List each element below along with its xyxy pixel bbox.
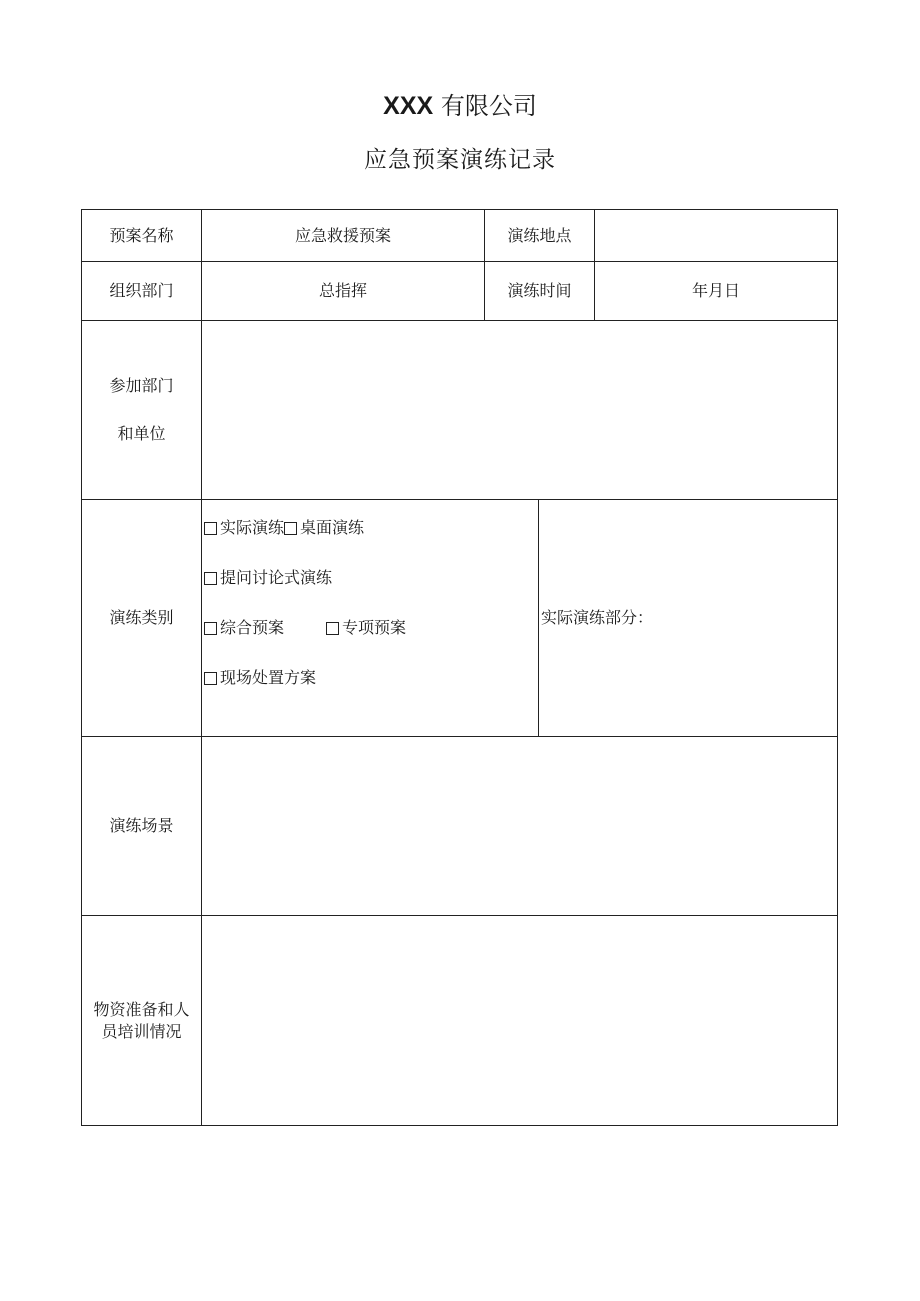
time-field[interactable]: 年月日 [594, 261, 838, 321]
actual-part-field[interactable] [538, 499, 838, 737]
org-dept-label: 组织部门 [81, 261, 202, 321]
time-label: 演练时间 [484, 261, 595, 321]
option-onsite-plan[interactable]: 现场处置方案 [204, 667, 316, 689]
checkbox-icon[interactable] [204, 522, 217, 535]
document-title: 应急预案演练记录 [364, 147, 556, 173]
company-title [0, 89, 920, 123]
checkbox-icon[interactable] [326, 622, 339, 635]
drill-record-form [81, 209, 838, 1126]
company-suffix: 有限公司 [440, 92, 537, 120]
category-row-2 [204, 567, 332, 617]
checkbox-icon[interactable] [204, 572, 217, 585]
category-label: 演练类别 [81, 499, 202, 737]
plan-name-field[interactable]: 应急救援预案 [201, 209, 485, 262]
plan-name-label: 预案名称 [81, 209, 202, 262]
participants-label-line1: 参加部门 [109, 376, 174, 395]
preparation-label-line1: 物资准备和人 [93, 999, 190, 1019]
option-tabletop-drill[interactable]: 桌面演练 [284, 517, 364, 539]
category-row-4 [204, 667, 316, 717]
participants-field[interactable] [201, 320, 838, 500]
category-row-1 [204, 517, 364, 567]
location-field[interactable] [594, 209, 838, 262]
category-row-3 [204, 617, 406, 667]
scenario-field[interactable] [201, 736, 838, 916]
actual-part-label: 实际演练部分： [541, 608, 654, 627]
org-dept-field[interactable]: 总指挥 [201, 261, 485, 321]
preparation-label [81, 915, 202, 1126]
category-options [201, 499, 539, 737]
company-brand: XXX [383, 92, 434, 120]
checkbox-icon[interactable] [204, 672, 217, 685]
option-special-plan[interactable]: 专项预案 [326, 617, 406, 639]
preparation-field[interactable] [201, 915, 838, 1126]
checkbox-icon[interactable] [284, 522, 297, 535]
option-qa-drill[interactable]: 提问讨论式演练 [204, 567, 332, 589]
participants-label-line2: 和单位 [117, 424, 166, 443]
preparation-label-line2: 员培训情况 [101, 1021, 182, 1041]
location-label: 演练地点 [484, 209, 595, 262]
scenario-label: 演练场景 [81, 736, 202, 916]
option-actual-drill[interactable]: 实际演练 [204, 517, 284, 539]
checkbox-icon[interactable] [204, 622, 217, 635]
participants-label [81, 320, 202, 500]
option-comprehensive-plan[interactable]: 综合预案 [204, 617, 284, 639]
